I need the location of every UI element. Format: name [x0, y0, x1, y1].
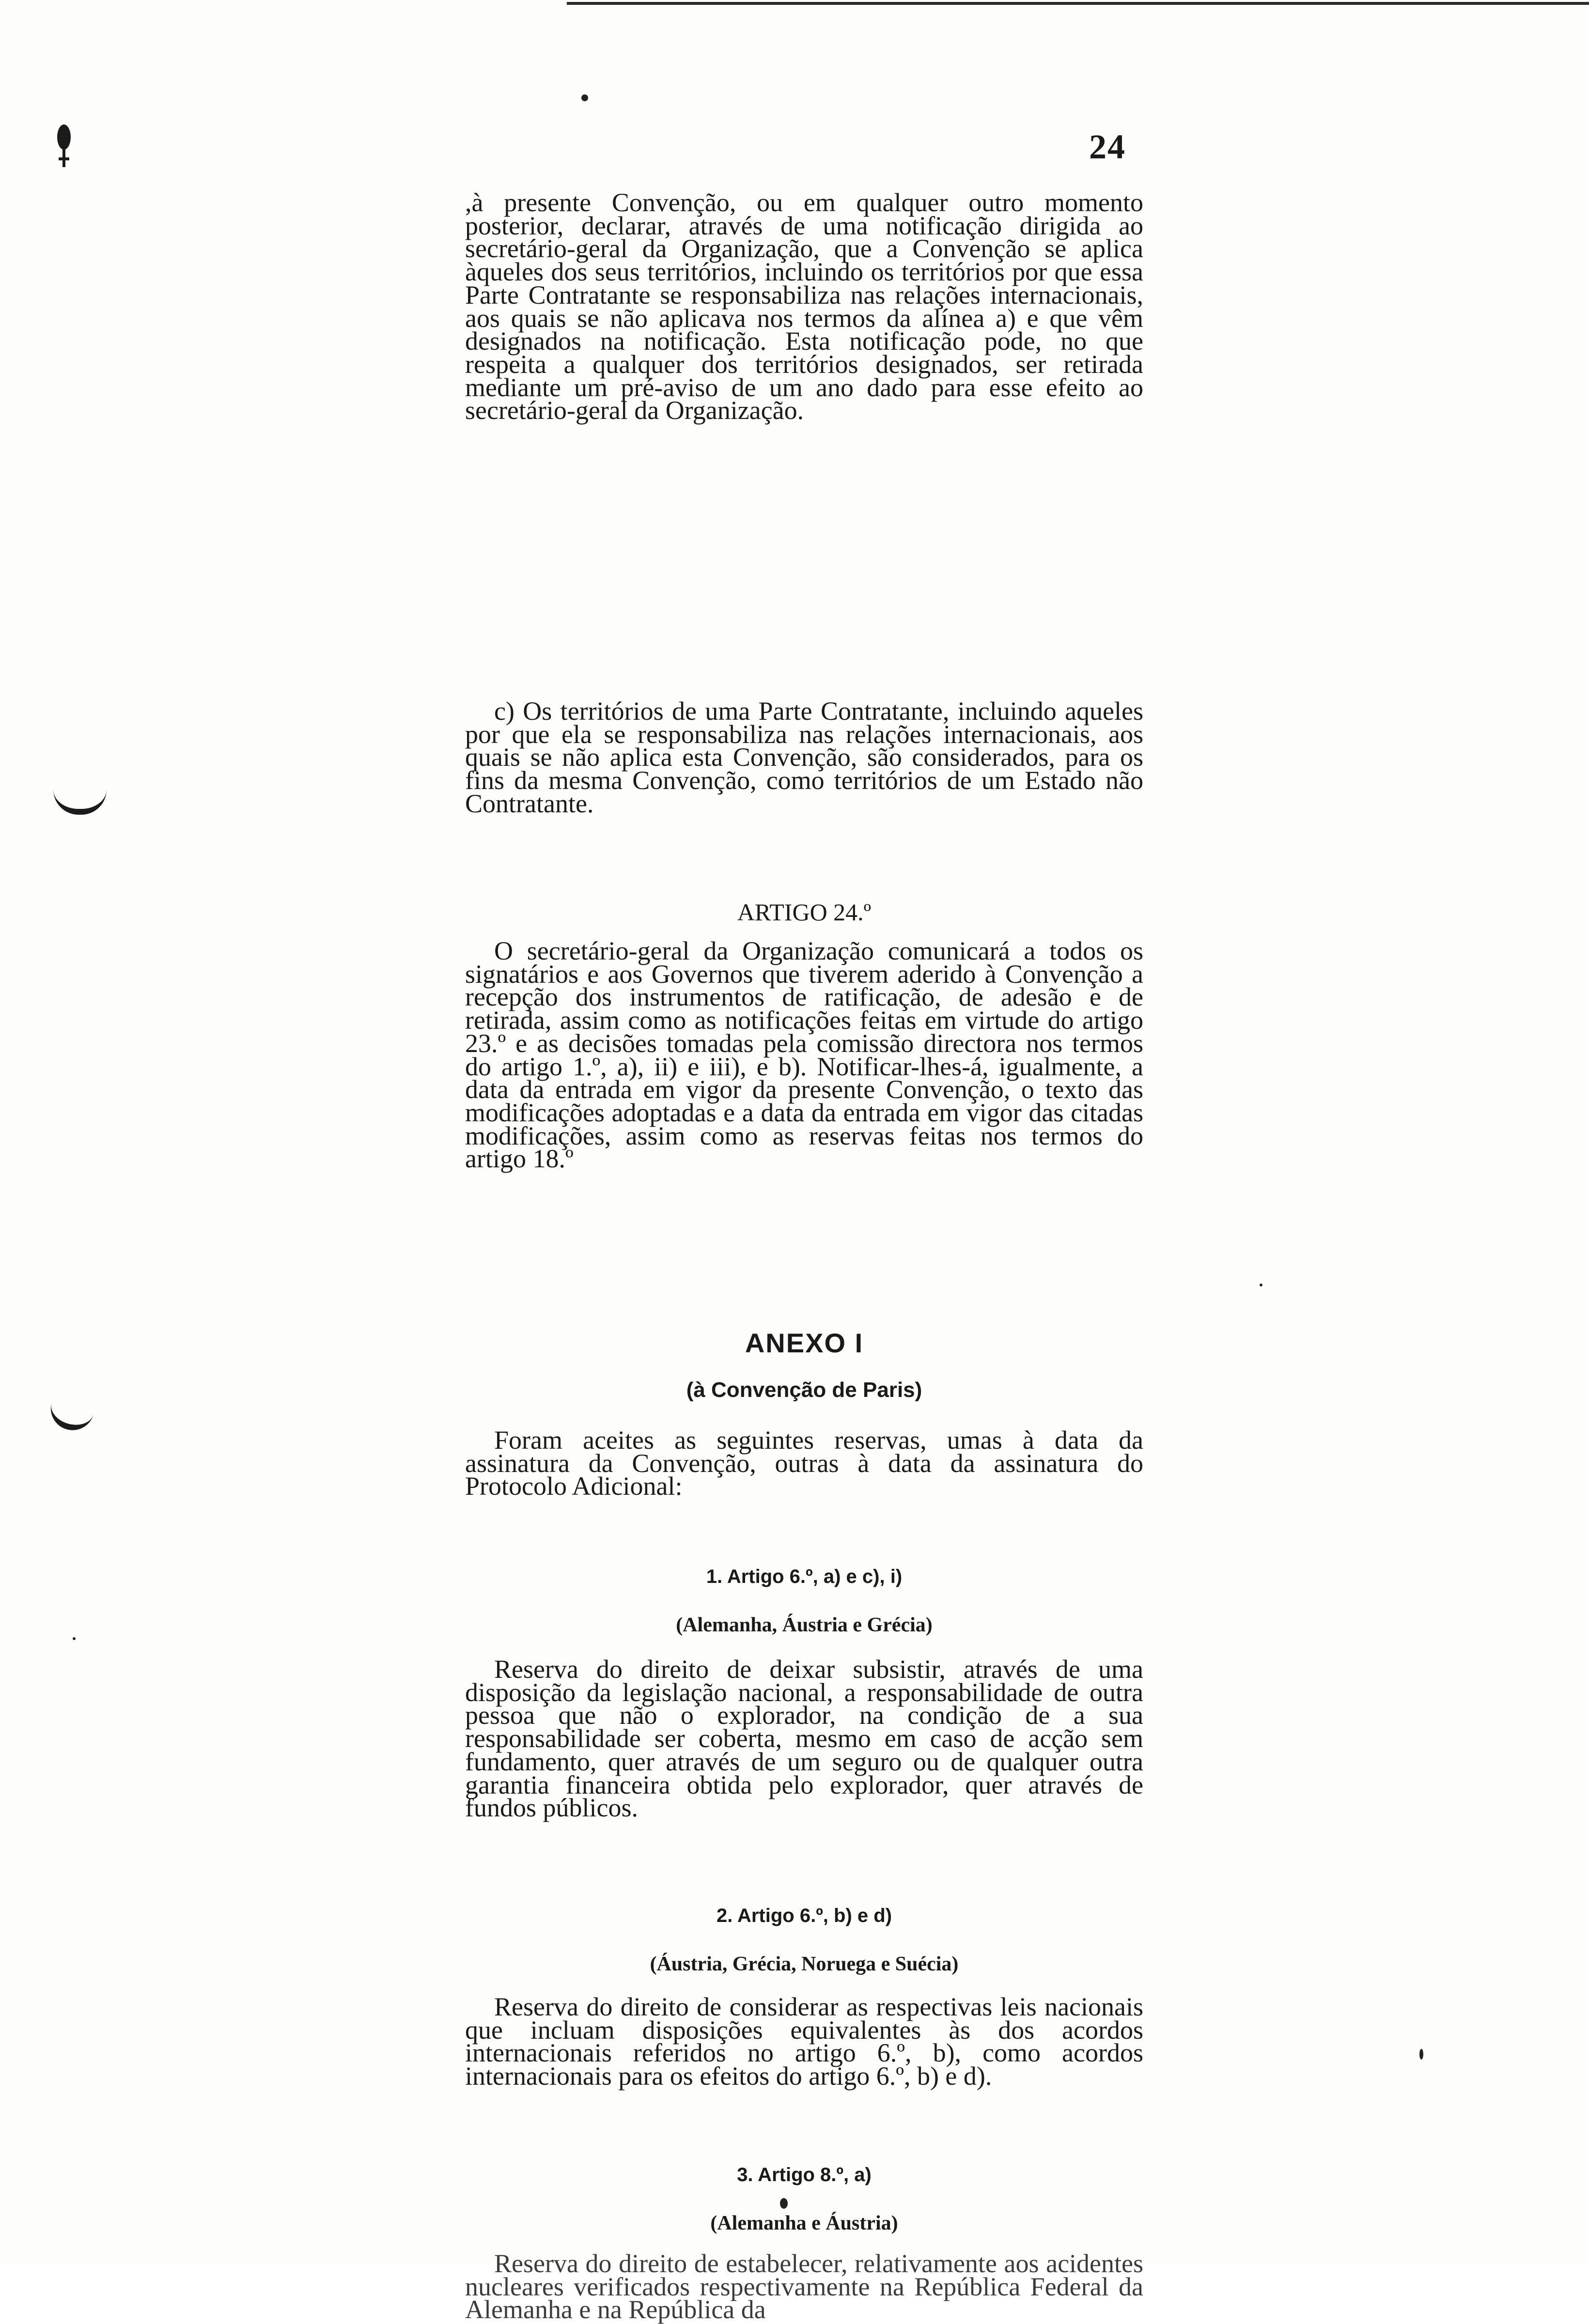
speck-mark	[581, 94, 588, 101]
reservation-1-text: Reserva do direito de deixar subsistir, através de uma disposição da legislação nacional, a responsabilidade de outra pessoa que não o explorador, na condição de a sua responsabilidade ser coberta, mesmo em caso de acção sem fundamento, quer através de um seguro ou de qualquer outra garantia financeira obtida pelo explorador, quer através de fundos públicos.	[465, 1655, 1143, 1823]
paragraph-c-text: c) Os territórios de uma Parte Contratante, incluindo aqueles por que ela se responsabiliza nas relações internacionais, aos quais se não aplica esta Convenção, são considerados, para os fins da mesma Convenção, como territórios de um Estado não Contratante.	[465, 697, 1143, 818]
paragraph-c	[465, 697, 1143, 818]
reservation-2-heading: 2. Artigo 6.º, b) e d)	[716, 1905, 892, 1926]
annex-intro-text: Foram aceites as seguintes reservas, umas à data da assinatura da Convenção, outras à data da assinatura do Protocolo Adicional:	[465, 1425, 1143, 1501]
reservation-1-countries: (Alemanha, Áustria e Grécia)	[676, 1614, 933, 1636]
speck-mark	[1419, 2049, 1423, 2060]
continued-paragraph-b	[465, 188, 1143, 425]
binding-pin-icon	[56, 124, 72, 177]
binding-hole-mark-upper	[53, 790, 107, 815]
page-number: 24	[1089, 127, 1126, 166]
binding-hole-mark-lower	[46, 1399, 94, 1435]
reservation-1-heading: 1. Artigo 6.º, a) e c), i)	[706, 1566, 903, 1587]
reservation-3-body	[465, 2249, 1143, 2324]
reservation-3-text: Reserva do direito de estabelecer, relativamente aos acidentes nucleares verificados respectivamente na República Federal da Alemanha e na República da	[465, 2249, 1143, 2324]
paragraph-b-text: ,à presente Convenção, ou em qualquer outro momento posterior, declarar, através de uma notificação dirigida ao secretário-geral da Organização, que a Convenção se aplica àqueles dos seus territórios, incluindo os territórios por que essa Parte Contratante se responsabiliza nas relações internacionais, aos quais se não aplicava nos termos da alínea a) e que vêm designados na notificação. Esta notificação pode, no que respeita a qualquer dos territórios designados, ser retirada mediante um pré-aviso de um ano dado para esse efeito ao secretário-geral da Organização.	[465, 188, 1143, 425]
annex-intro	[465, 1425, 1143, 1501]
top-edge-rule	[567, 2, 1589, 5]
speck-mark	[73, 1637, 76, 1640]
reservation-3-heading: 3. Artigo 8.º, a)	[737, 2164, 872, 2185]
article-24-title: ARTIGO 24.º	[737, 899, 872, 926]
speck-mark	[780, 2198, 788, 2209]
reservation-2-countries: (Áustria, Grécia, Noruega e Suécia)	[650, 1953, 959, 1975]
reservation-1-body	[465, 1655, 1143, 1823]
annex-title: ANEXO I	[745, 1328, 864, 1358]
reservation-3-countries: (Alemanha e Áustria)	[710, 2212, 898, 2234]
annex-subtitle: (à Convenção de Paris)	[686, 1378, 922, 1402]
reservation-2-text: Reserva do direito de considerar as respectivas leis nacionais que incluam disposições equivalentes às dos acordos internacionais referidos no artigo 6.º, b), como acordos internacionais para os efeitos do artigo 6.º, b) e d).	[465, 1992, 1143, 2091]
article-24-body	[465, 936, 1143, 1174]
speck-mark	[1260, 1284, 1262, 1286]
reservation-2-body	[465, 1992, 1143, 2091]
article-24-text: O secretário-geral da Organização comunicará a todos os signatários e aos Governos que tiverem aderido à Convenção a recepção dos instrumentos de ratificação, de adesão e de retirada, assim como as notificações feitas em virtude do artigo 23.º e as decisões tomadas pela comissão directora nos termos do artigo 1.º, a), ii) e iii), e b). Notificar-lhes-á, igualmente, a data da entrada em vigor da presente Convenção, o texto das modificações adoptadas e a data da entrada em vigor das citadas modificações, assim como as reservas feitas nos termos do artigo 18.º	[465, 936, 1143, 1174]
